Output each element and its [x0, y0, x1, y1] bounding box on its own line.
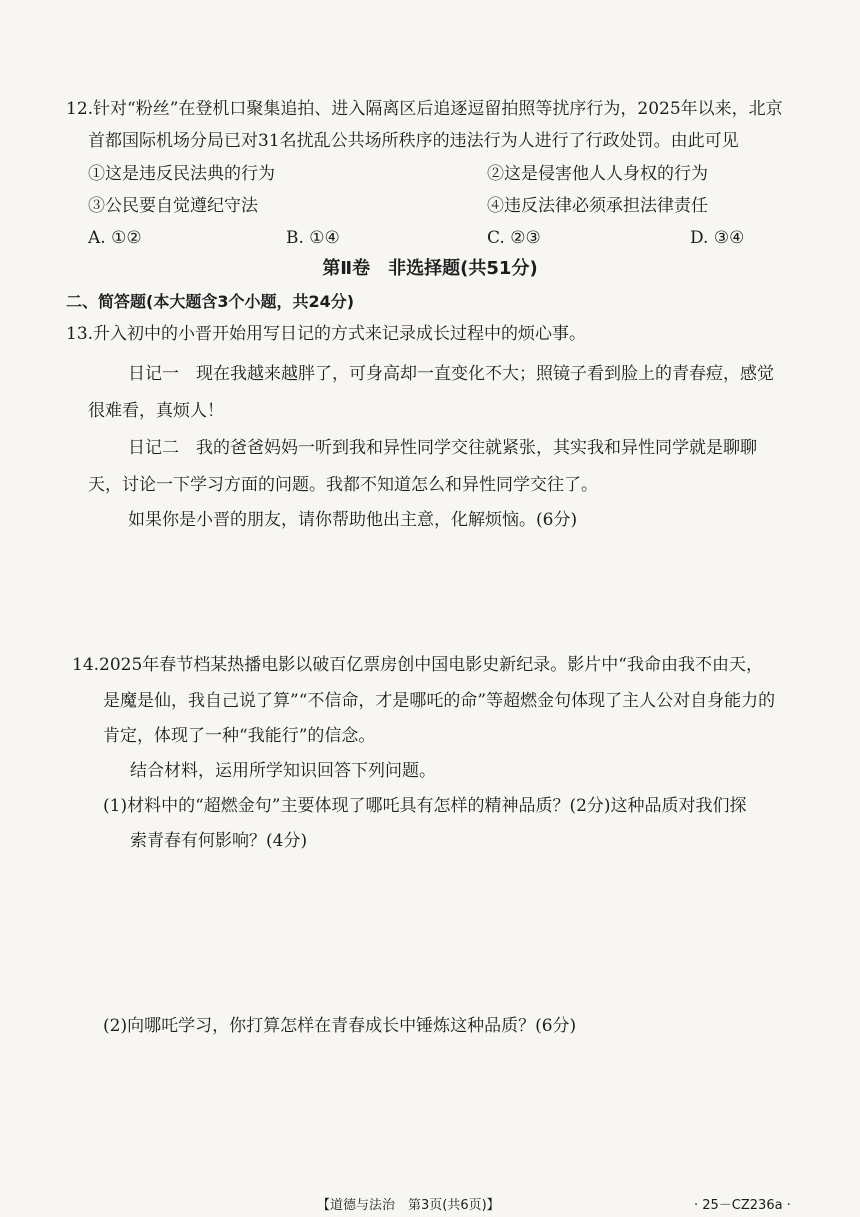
q12-line-1: 12.针对“粉丝”在登机口聚集追拍、进入隔离区后追逐逗留拍照等扰序行为，2025年以来，北京	[66, 99, 783, 119]
q12-statement-4: ④违反法律必须承担法律责任	[487, 196, 708, 216]
q14-sub1-line-2: 索青春有何影响？(4分)	[130, 831, 308, 851]
q14-line-2: 是魔是仙，我自己说了算”“不信命，才是哪吒的命”等超燃金句体现了主人公对自身能力的	[103, 691, 776, 711]
q13-diary1-line-2: 很难看，真烦人！	[88, 401, 224, 421]
q13-intro: 13.升入初中的小晋开始用写日记的方式来记录成长过程中的烦心事。	[66, 324, 587, 344]
q12-choice-a: A. ①②	[88, 228, 142, 248]
q14-line-1: 14.2025年春节档某热播电影以破百亿票房创中国电影史新纪录。影片中“我命由我不由天，	[72, 655, 763, 675]
q12-choice-b: B. ①④	[286, 228, 340, 248]
q13-diary2-line-2: 天，讨论一下学习方面的问题。我都不知道怎么和异性同学交往了。	[88, 475, 598, 495]
q12-statement-1: ①这是违反民法典的行为	[88, 164, 275, 184]
q14-line-3: 肯定，体现了一种“我能行”的信念。	[103, 726, 376, 746]
q12-line-2: 首都国际机场分局已对31名扰乱公共场所秩序的违法行为人进行了行政处罚。由此可见	[88, 131, 739, 151]
q14-sub2: (2)向哪吒学习，你打算怎样在青春成长中锤炼这种品质？(6分)	[103, 1016, 577, 1036]
q13-diary1-line-1: 日记一 现在我越来越胖了，可身高却一直变化不大；照镜子看到脸上的青春痘，感觉	[128, 364, 774, 384]
q12-statement-2: ②这是侵害他人人身权的行为	[487, 164, 708, 184]
q14-sub1-line-1: (1)材料中的“超燃金句”主要体现了哪吒具有怎样的精神品质？(2分)这种品质对我们探	[103, 796, 747, 816]
footer-page-label: 【道德与法治 第3页(共6页)】	[317, 1198, 500, 1213]
q13-diary2-line-1: 日记二 我的爸爸妈妈一听到我和异性同学交往就紧张，其实我和异性同学就是聊聊	[128, 438, 757, 458]
footer-code: · 25－CZ236a ·	[694, 1198, 791, 1213]
q13-question: 如果你是小晋的朋友，请你帮助他出主意，化解烦恼。(6分)	[128, 510, 578, 530]
subsection-title: 二、简答题(本大题含3个小题，共24分)	[66, 292, 355, 311]
q12-choice-d: D. ③④	[690, 228, 745, 248]
q12-statement-3: ③公民要自觉遵纪守法	[88, 196, 258, 216]
section-title: 第Ⅱ卷 非选择题(共51分)	[322, 258, 538, 279]
q12-choice-c: C. ②③	[487, 228, 541, 248]
q14-instruction: 结合材料，运用所学知识回答下列问题。	[130, 761, 436, 781]
